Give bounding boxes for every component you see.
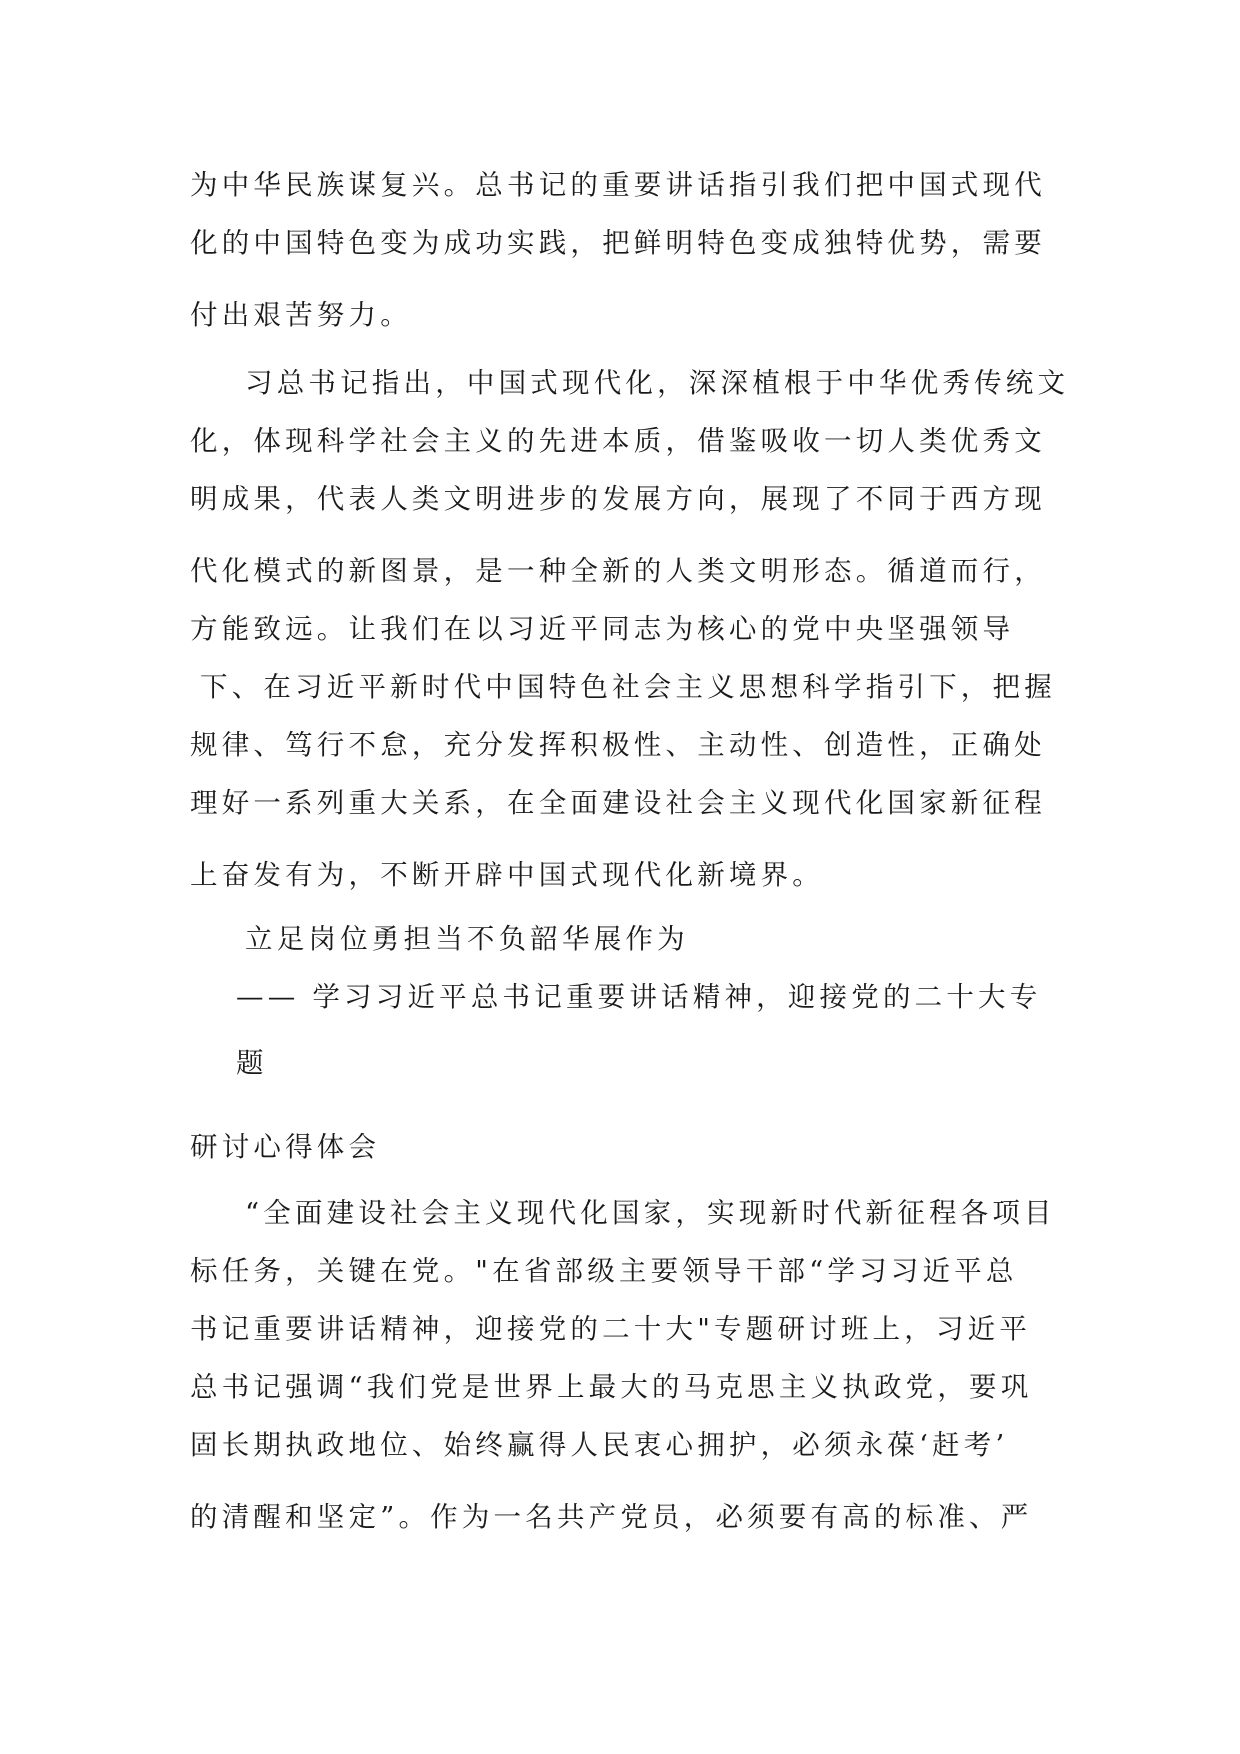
text-line: 标任务，关键在党。"在省部级主要领导干部“学习习近平总 [190, 1255, 1018, 1287]
section-subtitle: 研讨心得体会 [190, 1131, 381, 1163]
section-subtitle: —— 学习习近平总书记重要讲话精神，迎接党的二十大专 [236, 981, 1042, 1013]
text-line: 代化模式的新图景，是一种全新的人类文明形态。循道而行， [190, 555, 1046, 587]
text-line: 上奋发有为，不断开辟中国式现代化新境界。 [190, 859, 824, 891]
text-line: 方能致远。让我们在以习近平同志为核心的党中央坚强领导 [190, 613, 1015, 645]
text-line: 规律、笃行不怠，充分发挥积极性、主动性、创造性，正确处 [190, 729, 1046, 761]
text-line: 明成果，代表人类文明进步的发展方向，展现了不同于西方现 [190, 483, 1046, 515]
text-line: 总书记强调“我们党是世界上最大的马克思主义执政党，要巩 [190, 1371, 1033, 1403]
text-line: 理好一系列重大关系，在全面建设社会主义现代化国家新征程 [190, 787, 1046, 819]
text-line: 固长期执政地位、始终赢得人民衷心拥护，必须永葆‘赶考’ [190, 1429, 1009, 1461]
text-line: 习总书记指出，中国式现代化，深深植根于中华优秀传统文 [245, 367, 1070, 399]
text-line: 化的中国特色变为成功实践，把鲜明特色变成独特优势，需要 [190, 227, 1046, 259]
text-line: 下、在习近平新时代中国特色社会主义思想科学指引下，把握 [200, 671, 1056, 703]
section-title: 立足岗位勇担当不负韶华展作为 [245, 923, 689, 955]
text-line: 为中华民族谋复兴。总书记的重要讲话指引我们把中国式现代 [190, 169, 1046, 201]
text-line: 的清醒和坚定”。作为一名共产党员，必须要有高的标准、严 [190, 1501, 1033, 1533]
text-line: 化，体现科学社会主义的先进本质，借鉴吸收一切人类优秀文 [190, 425, 1046, 457]
text-line: 书记重要讲话精神，迎接党的二十大"专题研讨班上，习近平 [190, 1313, 1032, 1345]
section-subtitle: 题 [236, 1047, 268, 1079]
text-line: “全面建设社会主义现代化国家，实现新时代新征程各项目 [245, 1197, 1056, 1229]
text-line: 付出艰苦努力。 [190, 299, 412, 331]
